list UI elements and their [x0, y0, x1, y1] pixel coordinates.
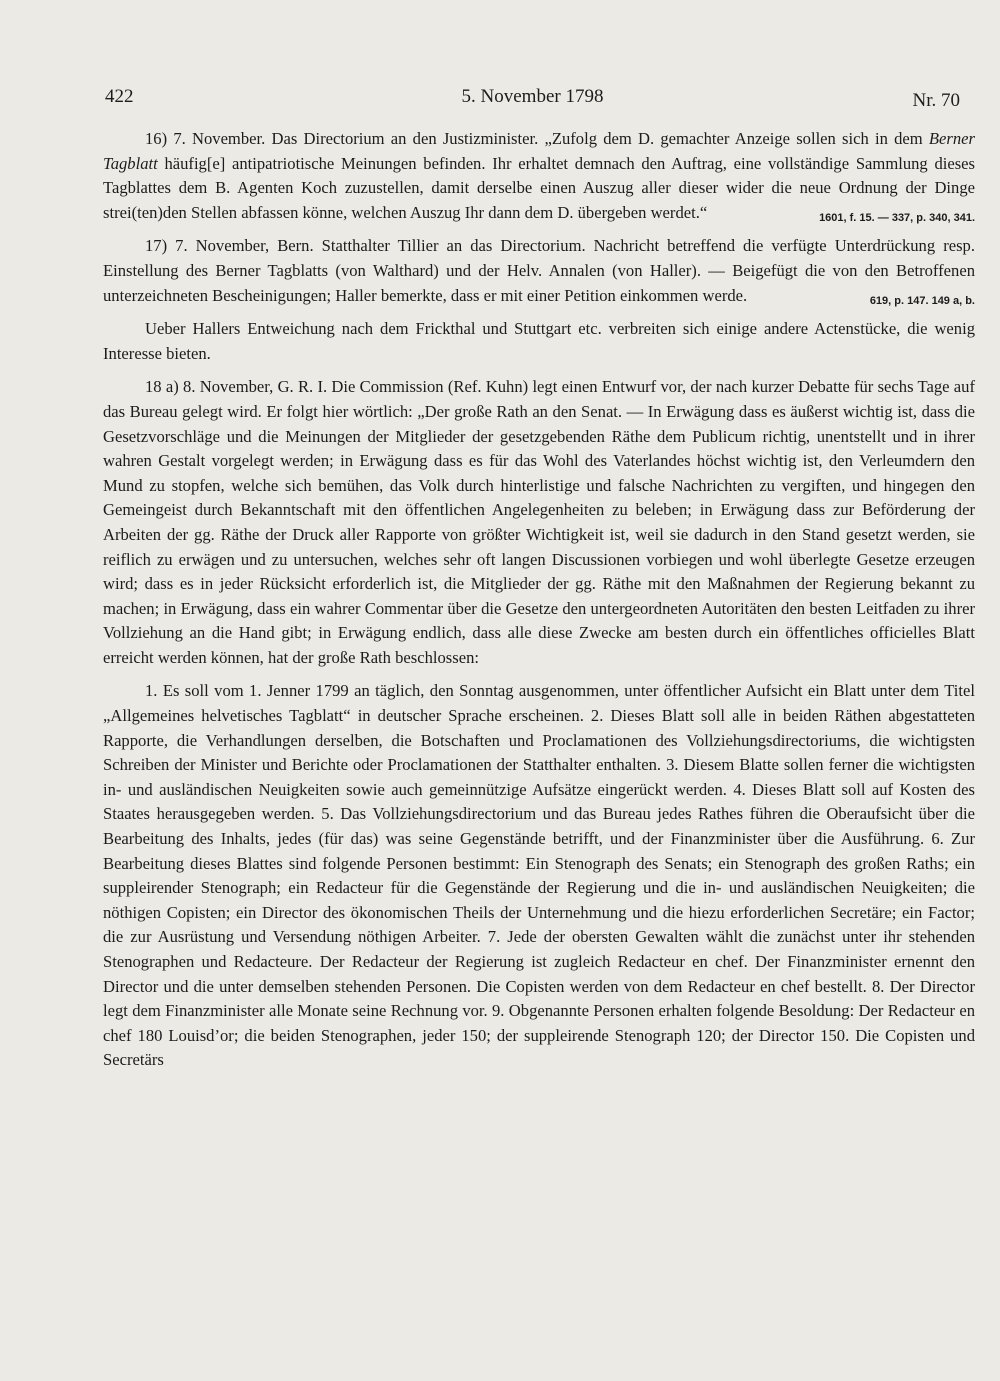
entry-16-text-rest: häufig[e] antipatriotische Meinungen befinden. Ihr erhaltet demnach den Auftrag, eine vollständige Sammlung dieses Tagblattes dem B. Agenten Koch zuzustellen, damit derselbe einen Auszug aller dieser wider die neue Ordnung der Dinge strei(ten)den Stellen abfassen könne, welchen Auszug Ihr dann dem D. übergeben werdet.“ — [103, 153, 975, 222]
page-header — [105, 86, 960, 116]
entry-16-text: 16) 7. November. Das Directorium an den Justizminister. „Zufolg dem D. gemachter Anzeige sollen sich in dem — [145, 129, 929, 148]
entry-18a: 18 a) 8. November, G. R. I. Die Commission (Ref. Kuhn) legt einen Entwurf vor, der nach kurzer Debatte für sechs Tage auf das Bureau gelegt wird. Er folgt hier wörtlich: „Der große Rath an den Senat. — In Erwägung dass es äußerst wichtig ist, dass die Gesetzvorschläge und die Meinungen der Mitglieder der gesetzgebenden Räthe dem Publicum richtig, unentstellt und in ihrer wahren Gestalt vorgelegt werden; in Erwägung dass es für das Wohl des Vaterlandes höchst wichtig ist, den Verleumdern den Mund zu stopfen, welche sich bemühen, das Volk durch hinterlistige und falsche Nachrichten zu vergiften, und hingegen den Gemeingeist durch Bekanntschaft mit den öffentlichen Angelegenheiten zu beleben; in Erwägung dass zur Beförderung der Arbeiten der gg. Räthe der Druck aller Rapporte von größter Wichtigkeit ist, weil sie dadurch in den Stand gesetzt werden, sie reiflich zu erwägen und zu untersuchen, welches sehr oft langen Discussionen vorbiegen und wohl überlegte Gesetze erzeugen wird; dass es in jeder Rücksicht erforderlich ist, die Mitglieder der gg. Räthe mit den Maßnahmen der Regierung bekannt zu machen; in Erwägung, dass ein wahrer Commentar über die Gesetze den untergeordneten Autoritäten den besten Leitfaden zu ihrer Vollziehung an die Hand gibt; in Erwägung endlich, dass alle diese Zwecke am besten durch ein öffentliches officielles Blatt erreicht werden können, hat der große Rath beschlossen: — [103, 377, 975, 667]
header-date: 5. November 1798 — [461, 86, 604, 107]
entry-17 — [103, 234, 975, 308]
entry-16-reference: 1601, f. 15. — 337, p. 340, 341. — [819, 211, 975, 224]
body-text — [103, 127, 975, 1082]
note-haller: Ueber Hallers Entweichung nach dem Frickthal und Stuttgart etc. verbreiten sich einige andere Actenstücke, die wenig Interesse bieten. — [103, 319, 975, 363]
document-number: Nr. 70 — [912, 90, 960, 111]
page-number: 422 — [105, 86, 134, 107]
resolution-articles: 1. Es soll vom 1. Jenner 1799 an täglich, den Sonntag ausgenommen, unter öffentlicher Aufsicht ein Blatt unter dem Titel „Allgemeines helvetisches Tagblatt“ in deutscher Sprache erscheinen. 2. Dieses Blatt soll alle in beiden Räthen abgestatteten Rapporte, die Verhandlungen derselben, die Botschaften und Proclamationen des Vollziehungsdirectoriums, die wichtigsten Schreiben der Minister und Berichte oder Proclamationen der Statthalter enthalten. 3. Diesem Blatte sollen ferner die wichtigsten in- und ausländischen Neuigkeiten sowie auch gemeinnützige Aufsätze eingerückt werden. 4. Dieses Blatt soll auf Kosten des Staates herausgegeben werden. 5. Das Vollziehungsdirectorium und das Bureau jedes Rathes führen die Oberaufsicht über die Bearbeitung des Inhalts, jedes (für das) was seine Gegenstände betrifft, und der Finanzminister über die Ausführung. 6. Zur Bearbeitung dieses Blattes sind folgende Personen bestimmt: Ein Stenograph des Senats; ein Stenograph des großen Raths; ein suppleirender Stenograph; ein Redacteur für die Gegenstände der Regierung und die in- und ausländischen Neuigkeiten; die nöthigen Copisten; ein Director des ökonomischen Theils der Unternehmung und die hiezu erforderlichen Secretäre; ein Factor; die zur Ausrüstung und Versendung nöthigen Arbeiter. 7. Jede der obersten Gewalten wählt die zunächst unter ihr stehenden Stenographen und Redacteure. Der Redacteur der Regierung ist zugleich Redacteur en chef. Der Finanzminister ernennt den Director und die unter demselben stehenden Personen. Die Copisten werden von dem Redacteur en chef bestellt. 8. Der Director legt dem Finanzminister alle Monate seine Rechnung vor. 9. Obgenannte Personen erhalten folgende Besoldung: Der Redacteur en chef 180 Louisd’or; die beiden Stenographen, jeder 150; der suppleirende Stenograph 120; der Director 150. Die Copisten und Secretärs — [103, 681, 975, 1070]
entry-17-text: 17) 7. November, Bern. Statthalter Tillier an das Directorium. Nachricht betreffend die verfügte Unterdrückung resp. Einstellung des Berner Tagblatts (von Walthard) und der Helv. Annalen (von Haller). — Beigefügt die von den Betroffenen unterzeichneten Bescheinigungen; Haller bemerkte, dass er mit einer Petition einkommen werde. — [103, 236, 975, 305]
entry-16-italic: Berner Tagblatt — [103, 129, 975, 173]
entry-16 — [103, 127, 975, 225]
entry-17-reference: 619, p. 147. 149 a, b. — [869, 294, 975, 307]
